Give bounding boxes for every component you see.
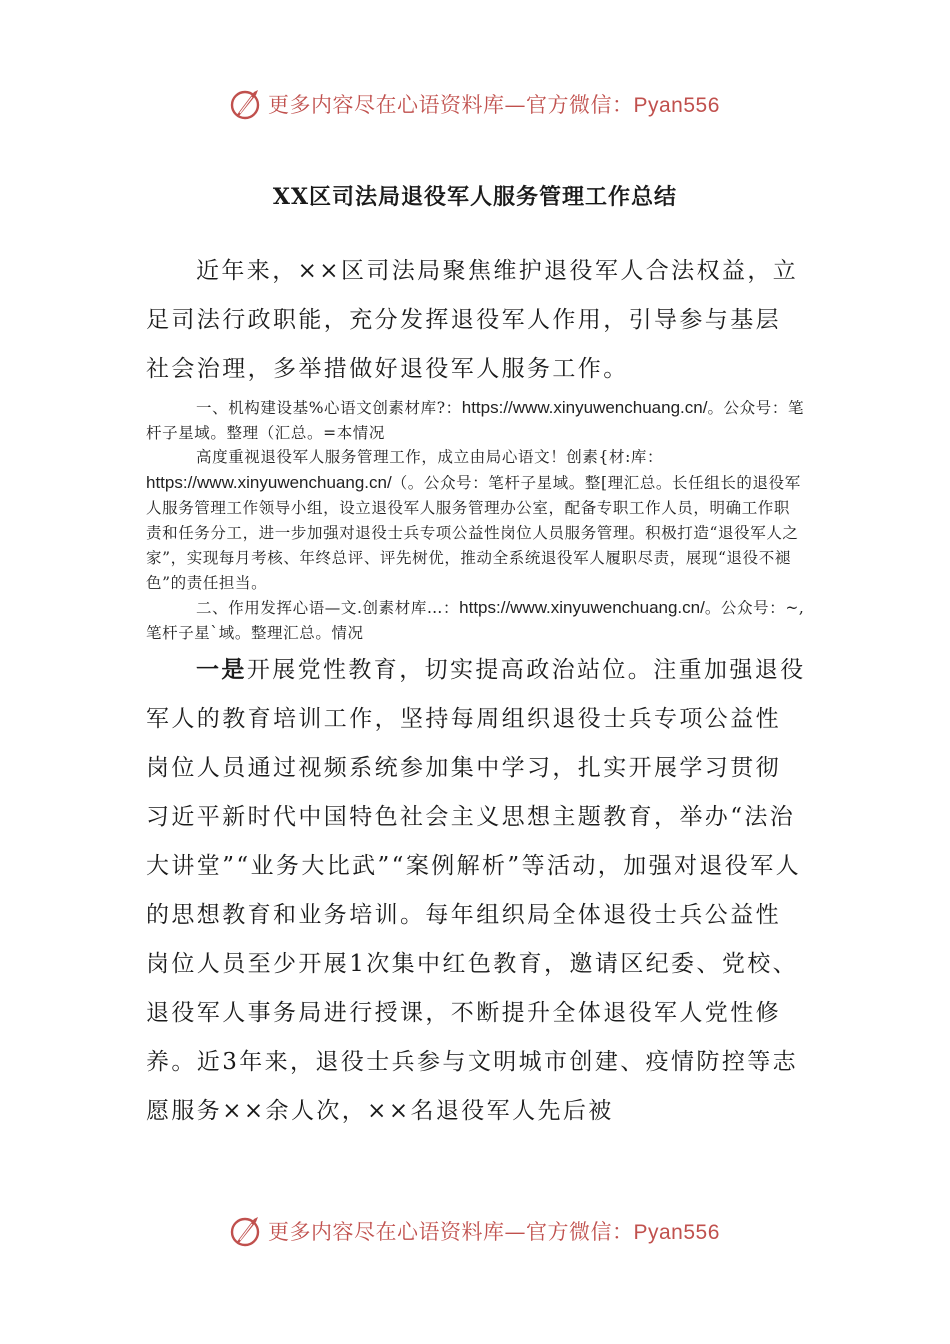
- banner-wechat-id: Pyan556: [633, 94, 720, 117]
- watermark-banner-bottom: [228, 1213, 720, 1249]
- intro-paragraph: 近年来，××区司法局聚焦维护退役军人合法权益，立足司法行政职能，充分发挥退役军人作用，引导参与基层社会治理，多举措做好退役军人服务工作。: [146, 258, 799, 382]
- point1-lead: 一是: [196, 656, 247, 683]
- document-title: XX区司法局退役军人服务管理工作总结: [272, 184, 678, 210]
- quill-pen-circle-icon: [228, 1213, 264, 1249]
- section2-url: https://www.xinyuwenchuang.cn/: [459, 598, 705, 617]
- section1-body-url: https://www.xinyuwenchuang.cn/: [146, 473, 392, 492]
- banner-text: 更多内容尽在心语资料库—官方微信：Pyan556: [268, 93, 720, 117]
- section1-body: 高度重视退役军人服务管理工作，成立由局心语文！创素{材:库：https://www.xinyuwenchuang.cn/（。公众号：笔杆子星域。整[理汇总。长任组长的退役军人服务管理工作领导小组，设立退役军人服务管理办公室，配备专职工作人员，明确工作职责和任务分工，进一步加强对退役士兵专项公益性岗位人员服务管理。积极打造“退役军人之家”，实现每月考核、年终总评、评先树优，推动全系统退役军人履职尽责，展现“退役不褪色”的责任担当。: [146, 448, 801, 592]
- banner-text: 更多内容尽在心语资料库—官方微信：Pyan556: [268, 1220, 720, 1244]
- section1-heading: 一、机构建设基%心语文创素材库?：https://www.xinyuwenchuang.cn/。公众号：笔杆子星域。整理（汇总。=本情况: [146, 398, 805, 442]
- section2-heading: 二、作用发挥心语—文.创素材库…：https://www.xinyuwenchuang.cn/。公众号：~,笔杆子星`域。整理汇总。情况: [146, 598, 805, 642]
- quill-pen-circle-icon: [228, 86, 264, 122]
- banner-wechat-id: Pyan556: [633, 1221, 720, 1244]
- section1-url: https://www.xinyuwenchuang.cn/: [461, 398, 708, 417]
- point1-paragraph: 一是开展党性教育，切实提高政治站位。注重加强退役军人的教育培训工作，坚持每周组织退役士兵专项公益性岗位人员通过视频系统参加集中学习，扎实开展学习贯彻习近平新时代中国特色社会主义思想主题教育，举办“法治大讲堂”“业务大比武”“案例解析”等活动，加强对退役军人的思想教育和业务培训。每年组织局全体退役士兵公益性岗位人员至少开展1次集中红色教育，邀请区纪委、党校、退役军人事务局进行授课，不断提升全体退役军人党性修养。近3年来，退役士兵参与文明城市创建、疫情防控等志愿服务××余人次，××名退役军人先后被: [146, 656, 806, 1124]
- watermark-banner-top: [228, 86, 720, 122]
